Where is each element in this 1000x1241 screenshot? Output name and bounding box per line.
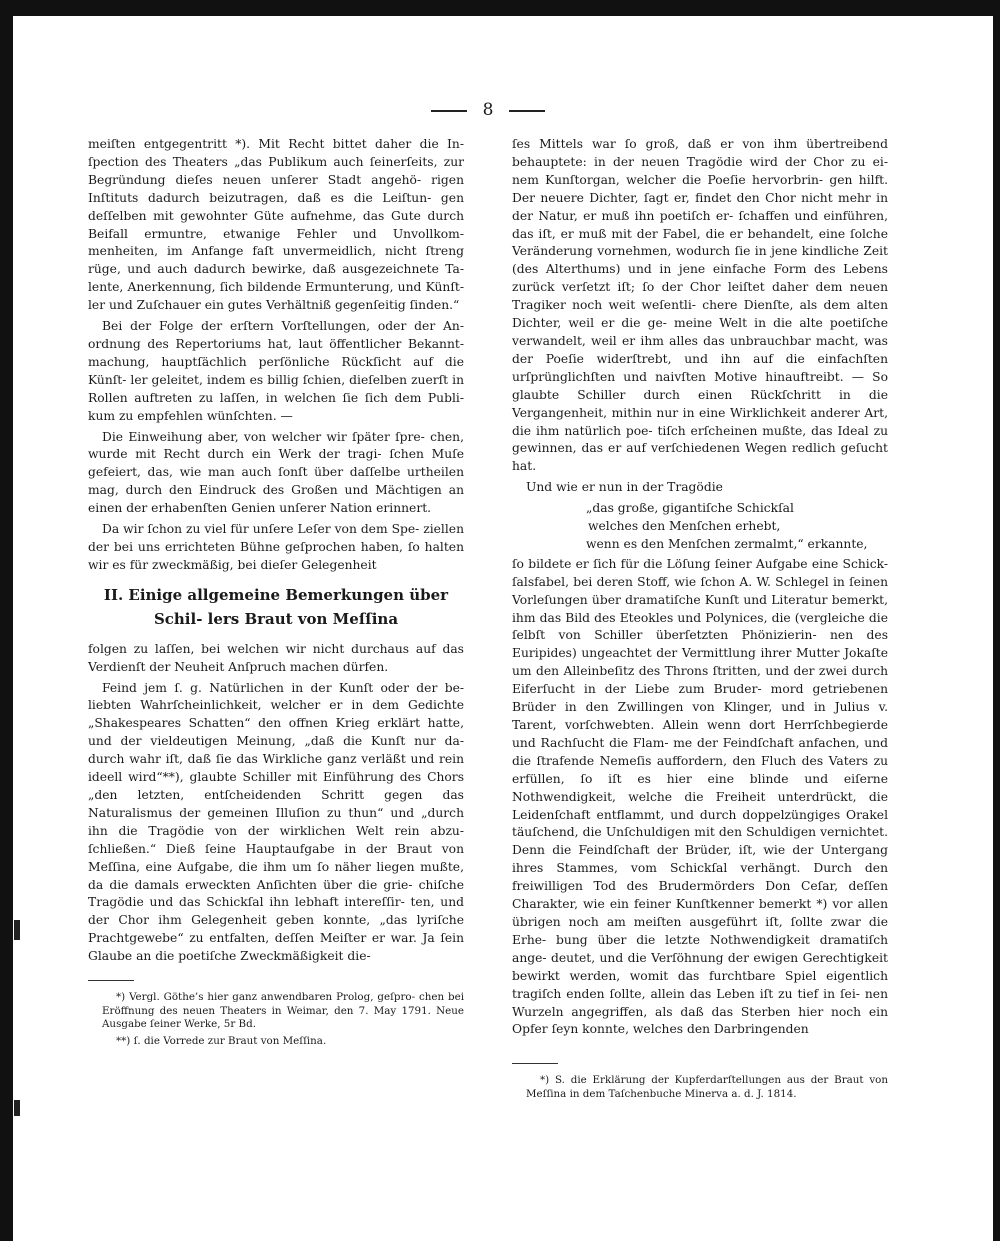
body-paragraph: Bei der Folge der erſtern Vorſtellungen, oder der An- ordnung des Repertoriums hat, laut öffentlicher Bekannt- machung, hauptſächlich perſönliche Rückſicht auf die Künſt- ler geleitet, indem es billig ſchien, dieſelben zuerſt in Rollen auftreten zu laſſen, in welchen ſie ſich dem Publi- kum zu empfehlen wünſchten. — [88,319,464,423]
footnote: *) Vergl. Göthe’s hier ganz anwendbaren Prolog, geſpro- chen bei Eröffnung des neuen Theaters in Weimar, den 7. May 1791. Neue Ausgabe ſeiner Werke, 5r Bd. [102,991,464,1031]
header-rule-left [431,110,467,112]
margin-mark [14,920,20,940]
verse-line: welches den Menſchen erhebt, [588,519,781,534]
body-paragraph: meiſten entgegentritt *). Mit Recht bittet daher die In- ſpection des Theaters „das Publikum auch ſeinerſeits, zur Begründung dieſes neuen unſerer Stadt angehö- rigen Inſtituts dadurch beizutragen, daß es die Leiſtun- gen deſſelben mit gewohnter Güte aufnehme, das Gute durch Beifall ermuntre, etwanige Fehler und Unvollkom- menheiten, im Anfange faſt unvermeidlich, nicht ſtreng rüge, und auch dadurch bewirke, daß ausgezeichnete Ta- lente, Anerkennung, ſich bildende Ermunterung, und Künſt- ler und Zuſchauer ein gutes Verhältniß gegenſeitig ſinden.“ [88,137,464,313]
section-heading: II. Einige allgemeine Bemerkungen über Schil- lers Braut von Meſſina [103,585,449,628]
footnote-rule [512,1063,558,1064]
verse-quote [586,500,888,554]
scan-border-left [0,0,13,1241]
verse-line: wenn es den Menſchen zermalmt,“ erkannte, [586,536,868,551]
margin-mark [14,1100,20,1116]
left-column [88,136,464,1104]
verse-line: „das große, gigantiſche Schickſal [586,501,794,516]
page-number: 8 [482,100,494,120]
footnote: **) ſ. die Vorrede zur Braut von Meſſina. [116,1034,327,1047]
text-columns [88,136,888,1104]
document-page [88,100,888,1220]
body-paragraph: Da wir ſchon zu viel für unſere Leſer von dem Spe- ziellen der bei uns errichteten Bühne geſprochen haben, ſo halten wir es für zweckmäßig, bei dieſer Gelegenheit [88,522,464,572]
body-paragraph: Die Einweihung aber, von welcher wir ſpäter ſpre- chen, wurde mit Recht durch ein Werk der tragi- ſchen Muſe gefeiert, das, wie man auch ſonſt über daſſelbe urtheilen mag, durch den Eindruck des Großen und Mächtigen an einen der erhabenſten Genien unſerer Nation erinnert. [88,429,464,516]
verse-lead-in: Und wie er nun in der Tragödie [526,480,723,495]
footnote: *) S. die Erklärung der Kupferdarſtellungen aus der Braut von Meſſina in dem Taſchenbuche Minerva a. d. J. 1814. [526,1074,888,1100]
body-paragraph: ſo bildete er ſich für die Löſung ſeiner Aufgabe eine Schick- ſalsfabel, bei deren Stoff, wie ſchon A. W. Schlegel in ſeinen Vorleſungen über dramatiſche Kunſt und Literatur bemerkt, ihm das Bild des Eteokles und Polynices, die (vergleiche die ſelbſt von Schiller überſetzten Phönizierin- nen des Euripides) ungeachtet der Vermittlung ihrer Mutter Jokaſte um den Alleinbeſitz des Throns ſtritten, und der zwei durch Eiferſucht in der Liebe zum Bruder- mord getriebenen Brüder in den Zwillingen von Klinger, und in Julius v. Tarent, vorſchwebten. Allein wenn dort Herrſchbegierde und Rachſucht die Flam- me der Feindſchaft anfachen, und die ſtrafende Nemeſis auffordern, den Fluch des Vaters zu erfüllen, ſo iſt es hier eine blinde und eiſerne Nothwendigkeit, welche die Freiheit unterdrückt, die Leidenſchaft entflammt, und durch doppelzüngiges Orakel täuſchend, die Unſchuldigen mit den Schuldigen vernichtet. Denn die Feindſchaft der Brüder, iſt, wie der Untergang ihres Stammes, vom Schickſal verhängt. Durch den freiwilligen Tod des Brudermörders Don Ceſar, deſſen Charakter, wie ein feiner Kunſtkenner bemerkt *) vor allen übrigen noch am meiſten ausgeführt iſt, ſollte zwar die Erhe- bung über die letzte Nothwendigkeit dramatiſch ange- deutet, und die Verſöhnung der ewigen Gerechtigkeit bewirkt werden, womit das furchtbare Spiel eigentlich tragiſch enden ſollte, allein das Leben iſt zu tief in ſei- nen Wurzeln angegriffen, als daß das Sterben hier noch ein Opfer ſeyn konnte, welches den Darbringenden [512,556,888,1037]
footnote-rule [88,980,134,981]
scan-border-right [993,0,1000,1241]
body-paragraph: folgen zu laſſen, bei welchen wir nicht durchaus auf das Verdienſt der Neuheit Anſpruch machen dürfen. [88,641,464,674]
page-header [88,100,888,136]
body-paragraph: ſes Mittels war ſo groß, daß er von ihm übertreibend behauptete: in der neuen Tragödie wird der Chor zu ei- nem Kunſtorgan, welcher die Poeſie hervorbrin- gen hilft. Der neuere Dichter, ſagt er, findet den Chor nicht mehr in der Natur, er muß ihn poetiſch er- ſchaffen und einführen, das iſt, er muß mit der Fabel, die er behandelt, eine ſolche Veränderung vornehmen, wodurch ſie in jene kindliche Zeit (des Alterthums) und in jene einfache Form des Lebens zurück verſetzt iſt; ſo der Chor leiſtet daher dem neuen Tragiker noch weit weſentli- chere Dienſte, als dem alten Dichter, weil er die ge- meine Welt in die alte poetiſche verwandelt, weil er ihm alles das unbrauchbar macht, was der Poeſie widerſtrebt, und ihn auf die einfachſten urſprünglichſten und naivſten Motive hinauftreibt. — So glaubte Schiller durch einen Rückſchritt in die Vergangenheit, mithin nur in eine Wirklichkeit anderer Art, die ihm natürlich poe- tiſch erſcheinen mußte, das Ideal zu gewinnen, das er auf verſchiedenen Wegen redlich geſucht hat. [512,137,888,474]
scan-border-top [0,0,1000,16]
body-paragraph: Feind jem ſ. g. Natürlichen in der Kunſt oder der be- liebten Wahrſcheinlichkeit, welcher er in dem Gedichte „Shakespeares Schatten“ den offnen Krieg erklärt hatte, und der vieldeutigen Meinung, „daß die Kunſt nur da- durch wahr iſt, daß ſie das Wirkliche ganz verläßt und rein ideell wird“**), glaubte Schiller mit Einführung des Chors „den letzten, entſcheidenden Schritt gegen das Naturalismus der gemeinen Illuſion zu thun“ und „durch ihn die Tragödie von der wirklichen Welt rein abzu- ſchließen.“ Dieß ſeine Hauptaufgabe in der Braut von Meſſina, eine Aufgabe, die ihm um ſo näher liegen mußte, da die damals erweckten Anſichten über die grie- chiſche Tragödie und das Schickſal ihn lebhaft intereſſir- ten, und der Chor ihm Gelegenheit geben konnte, „das lyriſche Prachtgewebe“ zu entfalten, deſſen Meiſter er war. Ja ſein Glaube an die poetiſche Zweckmäßigkeit die- [88,680,464,964]
header-rule-right [509,110,545,112]
right-column [512,136,888,1104]
